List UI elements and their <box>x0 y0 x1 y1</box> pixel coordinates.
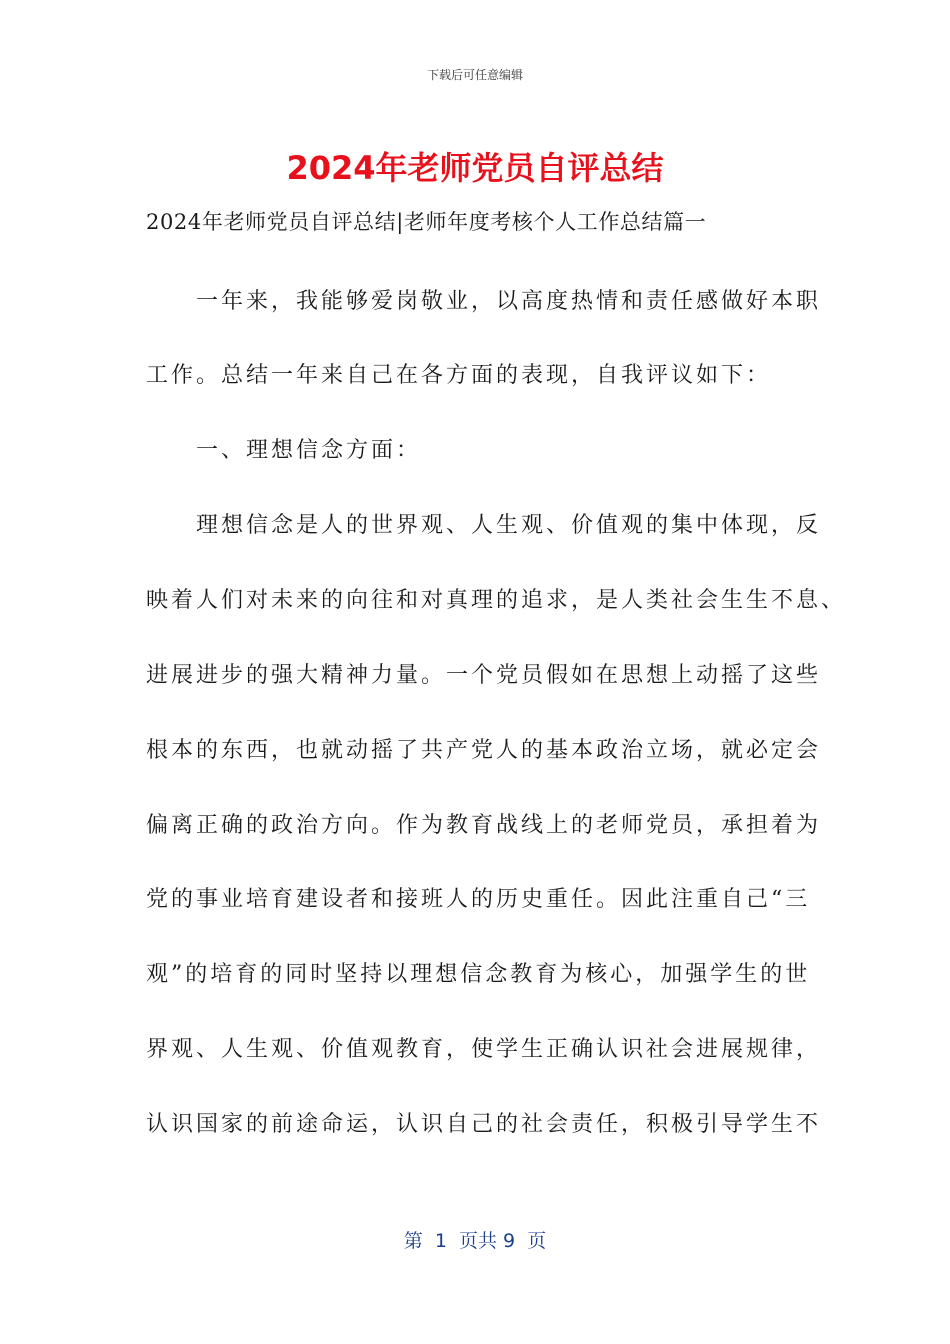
paragraph-line: 工作。总结一年来自己在各方面的表现，自我评议如下： <box>146 363 772 388</box>
document-title: 2024年老师党员自评总结 <box>286 149 664 187</box>
paragraph-line: 一年来，我能够爱岗敬业，以高度热情和责任感做好本职 <box>146 289 822 314</box>
paragraph-line: 偏离正确的政治方向。作为教育战线上的老师党员，承担着为 <box>146 813 822 838</box>
section-heading: 一、理想信念方面： <box>146 438 422 463</box>
paragraph-line: 进展进步的强大精神力量。一个党员假如在思想上动摇了这些 <box>146 663 822 688</box>
paragraph-line: 理想信念是人的世界观、人生观、价值观的集中体现，反 <box>146 513 822 538</box>
paragraph-line: 映着人们对未来的向往和对真理的追求，是人类社会生生不息、 <box>146 588 847 613</box>
page-number-footer: 第 1 页共 9 页 <box>403 1230 547 1252</box>
paragraph-line: 观”的培育的同时坚持以理想信念教育为核心，加强学生的世 <box>146 962 811 987</box>
document-subtitle: 2024年老师党员自评总结|老师年度考核个人工作总结篇一 <box>146 210 707 234</box>
header-note: 下载后可任意编辑 <box>426 68 523 82</box>
paragraph-line: 认识国家的前途命运，认识自己的社会责任，积极引导学生不 <box>146 1112 822 1137</box>
paragraph-line: 界观、人生观、价值观教育，使学生正确认识社会进展规律， <box>146 1037 822 1062</box>
paragraph-line: 党的事业培育建设者和接班人的历史重任。因此注重自己“三 <box>146 887 811 912</box>
paragraph-line: 根本的东西，也就动摇了共产党人的基本政治立场，就必定会 <box>146 738 822 763</box>
